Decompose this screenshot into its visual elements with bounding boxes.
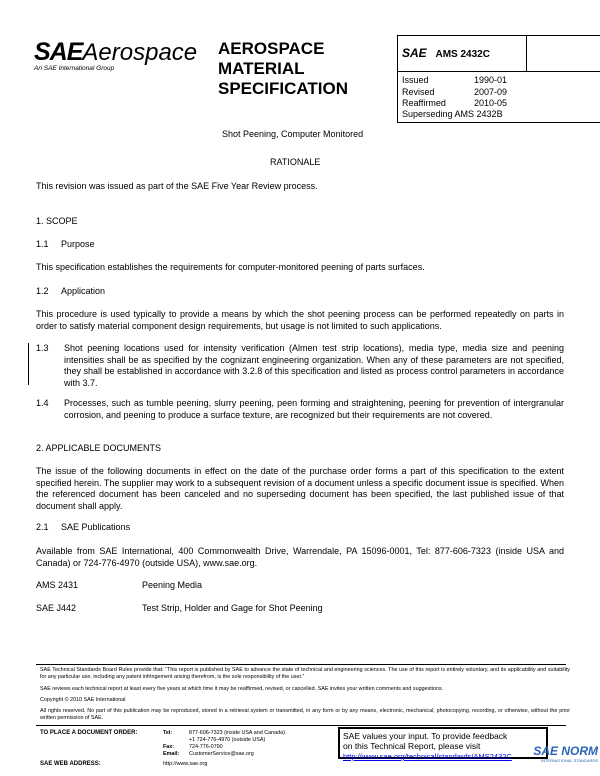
- section-1-4-number: 1.4: [36, 398, 49, 408]
- section-1-4-text: Processes, such as tumble peening, slurry peening, peen forming and straightening, peening for prevention of intergranular corrosion, and peening to produce a surface texture, are recognized but their requirements are not covered.: [64, 398, 564, 420]
- web-label: SAE WEB ADDRESS:: [40, 761, 101, 767]
- watermark-logo: [490, 744, 598, 763]
- applicable-documents-text: The issue of the following documents in effect on the date of the purchase order forms a part of this specification to the extent specified herein. The supplier may work to a subsequent revision of a document unless a specific document issue is specified. When the referenced document has been canceled and no superseding document has been specified, the last published issue of that document shall apply.: [36, 466, 564, 511]
- header-divider-horizontal: [397, 71, 600, 72]
- footer-copyright: Copyright © 2010 SAE International: [40, 697, 126, 703]
- section-1-3-number: 1.3: [36, 343, 49, 353]
- logo-aerospace-text: Aerospace: [82, 39, 198, 66]
- title-line-1: AEROSPACE: [218, 39, 325, 58]
- tel2-value: +1 724-776-4970 (outside USA): [189, 737, 266, 743]
- title-line-3: SPECIFICATION: [218, 79, 349, 98]
- footer-rule-2: [36, 725, 566, 726]
- logo-sae-text: SAE: [34, 38, 83, 66]
- reference-row: [36, 580, 203, 590]
- section-1-1-number: 1.1: [36, 239, 49, 249]
- revised-label: Revised: [402, 87, 435, 97]
- revised-row: [402, 87, 512, 97]
- section-1-1-title: Purpose: [61, 239, 95, 249]
- footer-review-notice: SAE reviews each technical report at least every five years at which time it may be reaffirmed, revised, or cancelled. SAE invites your written comments and suggestions.: [40, 686, 444, 692]
- superseding-text: Superseding AMS 2432B: [402, 109, 503, 119]
- scope-heading: 1. SCOPE: [36, 216, 78, 226]
- section-1-2-text: This procedure is used typically to provide a means by which the shot peening process can be performed repeatedly on parts in order to satisfy material component design requirements, but usage is not limited to such applications.: [36, 309, 564, 331]
- feedback-line-1: SAE values your input. To provide feedback: [343, 731, 508, 741]
- rationale-text: This revision was issued as part of the SAE Five Year Review process.: [36, 181, 318, 191]
- footer-rules-notice: SAE Technical Standards Board Rules provide that: “This report is published by SAE to advance the state of technical and engineering sciences. The use of this report is entirely voluntary, and its applicability and suitability for any particular use, including any patent infringement arising therefrom, is the sole responsibility of the user.”: [40, 667, 570, 680]
- applicable-documents-heading: 2. APPLICABLE DOCUMENTS: [36, 443, 162, 453]
- document-title: Shot Peening, Computer Monitored: [222, 129, 364, 139]
- doc-number: AMS 2432C: [435, 49, 490, 60]
- feedback-line-2: on this Technical Report, please visit: [343, 741, 481, 751]
- issued-label: Issued: [402, 75, 429, 85]
- reference-id: AMS 2431: [36, 580, 79, 590]
- doc-sae-logo: SAE: [402, 46, 427, 60]
- issued-row: [402, 75, 512, 85]
- revision-change-bar: [28, 343, 29, 385]
- section-1-2-number: 1.2: [36, 286, 49, 296]
- sae-aerospace-logo: [34, 38, 198, 67]
- tel-label: Tel:: [163, 730, 173, 736]
- reference-description: Peening Media: [142, 580, 203, 590]
- section-2-1-heading: [36, 522, 130, 532]
- section-1-1-heading: [36, 239, 95, 249]
- watermark-text: SAE NORM: [533, 744, 598, 758]
- revised-value: 2007-09: [474, 87, 508, 97]
- web-value: http://www.sae.org: [163, 761, 208, 767]
- header-divider-vertical: [526, 35, 527, 72]
- section-1-1-text: This specification establishes the requirements for computer-monitored peening of parts surfaces.: [36, 262, 425, 272]
- rationale-heading: RATIONALE: [270, 157, 321, 167]
- footer-rule: [36, 664, 566, 665]
- reference-description: Test Strip, Holder and Gage for Shot Peening: [142, 603, 323, 613]
- email-value: CustomerService@sae.org: [189, 751, 254, 757]
- tel-value: 877-606-7323 (inside USA and Canada): [189, 730, 285, 736]
- section-1-2-title: Application: [61, 286, 106, 296]
- title-line-2: MATERIAL: [218, 59, 305, 78]
- feedback-link[interactable]: http://www.sae.org/technical/standards/AMS2432C: [343, 752, 512, 761]
- reaffirmed-value: 2010-05: [474, 98, 508, 108]
- reaffirmed-row: [402, 98, 512, 108]
- logo-tagline: An SAE International Group: [34, 65, 115, 72]
- footer-rights-notice: All rights reserved. No part of this publication may be reproduced, stored in a retrieval system or transmitted, in any form or by any means, electronic, mechanical, photocopying, recording, or otherwise, without the prior written permission of SAE.: [40, 708, 570, 721]
- spec-title: [218, 39, 348, 99]
- section-1-3-text: Shot peening locations used for intensity verification (Almen test strip locations), media type, media size and peening intensities shall be as specified by the cognizant engineering organization. When any of these parameters are not specified, they shall be established in accordance with 3.2.8 of this specification and listed as process control parameters in accordance with 3.7.: [64, 343, 564, 388]
- section-2-1-title: SAE Publications: [61, 522, 131, 532]
- fax-label: Fax:: [163, 744, 175, 750]
- watermark-subtext: INTERNATIONAL STANDARDS: [540, 758, 598, 763]
- order-label: TO PLACE A DOCUMENT ORDER:: [40, 730, 138, 736]
- section-2-1-number: 2.1: [36, 522, 49, 532]
- section-1-2-heading: [36, 286, 105, 296]
- issued-value: 1990-01: [474, 75, 508, 85]
- section-2-1-text: Available from SAE International, 400 Commonwealth Drive, Warrendale, PA 15096-0001, Tel: 877-606-7323 (inside USA and Canada) or 724-776-4970 (outside USA), www.sae.org.: [36, 546, 564, 568]
- order-contact-block: [163, 730, 338, 758]
- doc-number-row: [402, 46, 490, 60]
- fax-value: 724-776-0790: [189, 744, 223, 750]
- email-label: Email:: [163, 751, 180, 757]
- reference-row: [36, 603, 323, 613]
- reaffirmed-label: Reaffirmed: [402, 98, 446, 108]
- reference-id: SAE J442: [36, 603, 77, 613]
